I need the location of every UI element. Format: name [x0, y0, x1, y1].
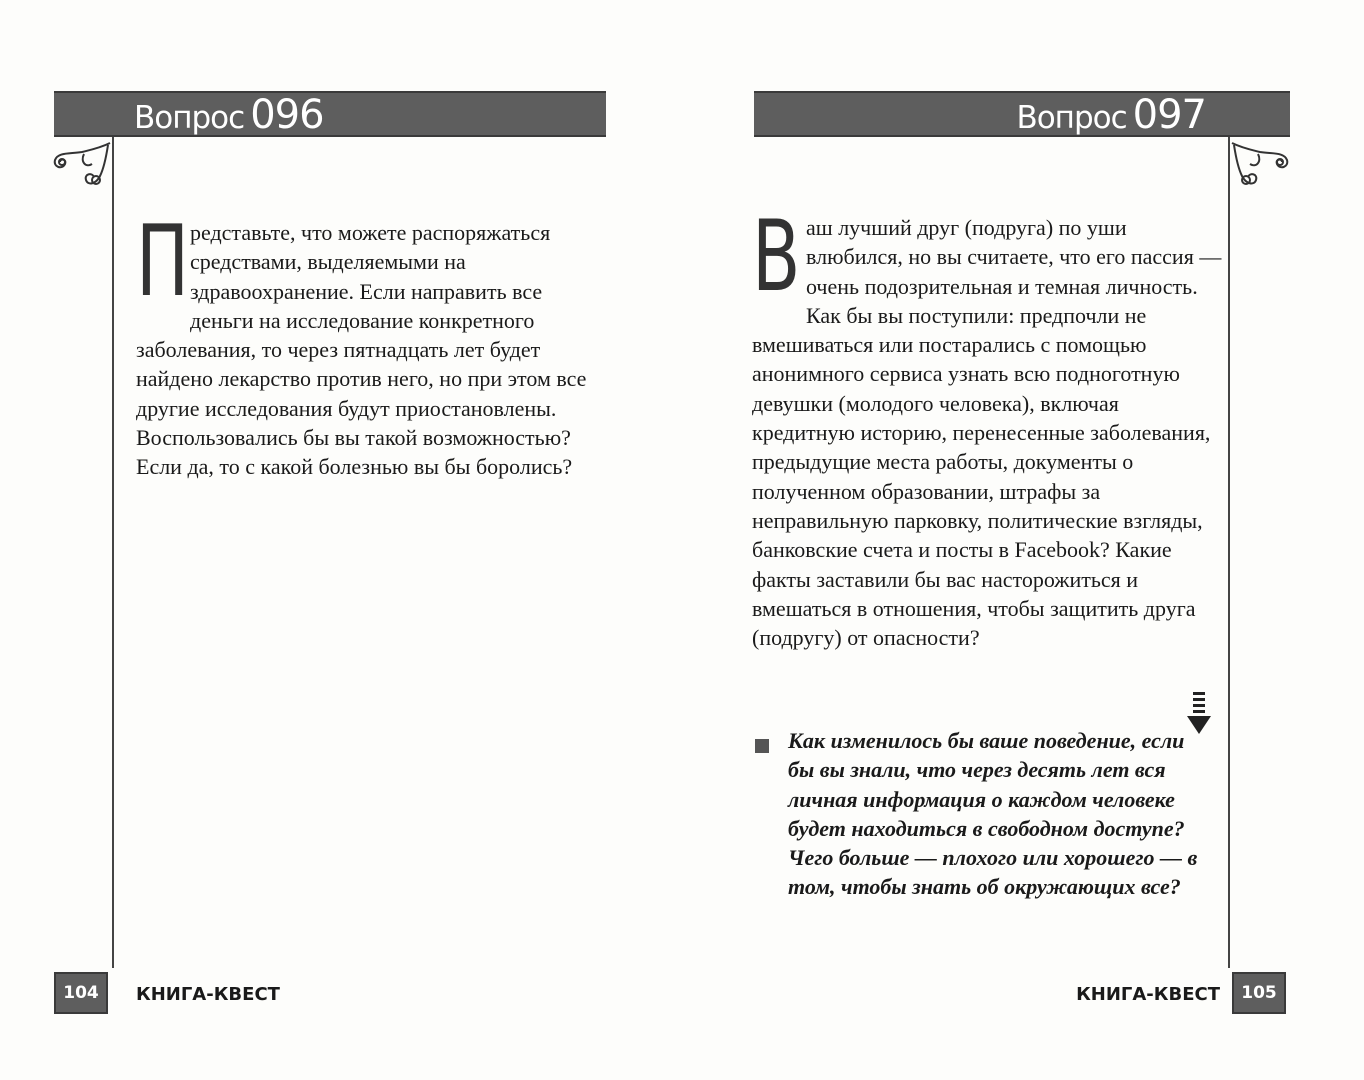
page-border-line [1228, 137, 1230, 968]
question-word: Вопрос [134, 100, 245, 136]
question-body: аш лучший друг (подруга) по уши влюбился, но вы считаете, что его пассия — очень подозрительная и темная личность. Как бы вы поступили: предпочли не вмешиваться или постарались с помощью анонимного сервиса узнать всю подноготную девушки (молодого человека), включая кредитную историю, перенесенные заболевания, предыдущие места работы, документы о полученном образовании, штрафы за неправильную парковку, политические взгляды, банковские счета и посты в Facebook? Какие факты заставили бы вас насторожиться и вмешаться в отношения, чтобы защитить друга (подругу) от опасности? [752, 215, 1222, 651]
drop-cap: П [136, 205, 190, 319]
question-number: 096 [250, 92, 324, 138]
scroll-ornament-icon [1230, 140, 1292, 192]
question-number: 097 [1132, 92, 1206, 138]
question-header-bar [754, 91, 1290, 137]
question-body: редставьте, что можете распоряжаться средствами, выделяемыми на здравоохранение. Если направить все деньги на исследование конкретного заболевания, то через пятнадцать лет будет найдено лекарство против него, но при этом все другие исследования будут приостановлены. Воспользовались бы вы такой возможностью? Если да, то с какой болезнью вы бы боролись? [136, 220, 587, 480]
scroll-ornament-icon [50, 140, 112, 192]
page-number: 105 [1232, 972, 1286, 1014]
question-body-text [752, 200, 1222, 652]
book-title: КНИГА-КВЕСТ [136, 984, 280, 1005]
drop-cap: В [752, 200, 801, 314]
page-number: 104 [54, 972, 108, 1014]
page-border-line [112, 137, 114, 968]
square-bullet-icon [755, 739, 769, 753]
book-title: КНИГА-КВЕСТ [1076, 984, 1220, 1005]
question-title [1016, 92, 1206, 143]
question-header-bar [54, 91, 606, 137]
follow-up-question: Как изменилось бы ваше поведение, если бы вы знали, что через десять лет вся личная информация о каждом человеке будет находиться в свободном доступе? Чего больше — плохого или хорошего — в том, чтобы знать об окружающих все? [788, 728, 1198, 900]
question-body-text [136, 205, 594, 482]
right-page [682, 0, 1364, 1080]
question-word: Вопрос [1016, 100, 1127, 136]
question-title [134, 92, 324, 143]
